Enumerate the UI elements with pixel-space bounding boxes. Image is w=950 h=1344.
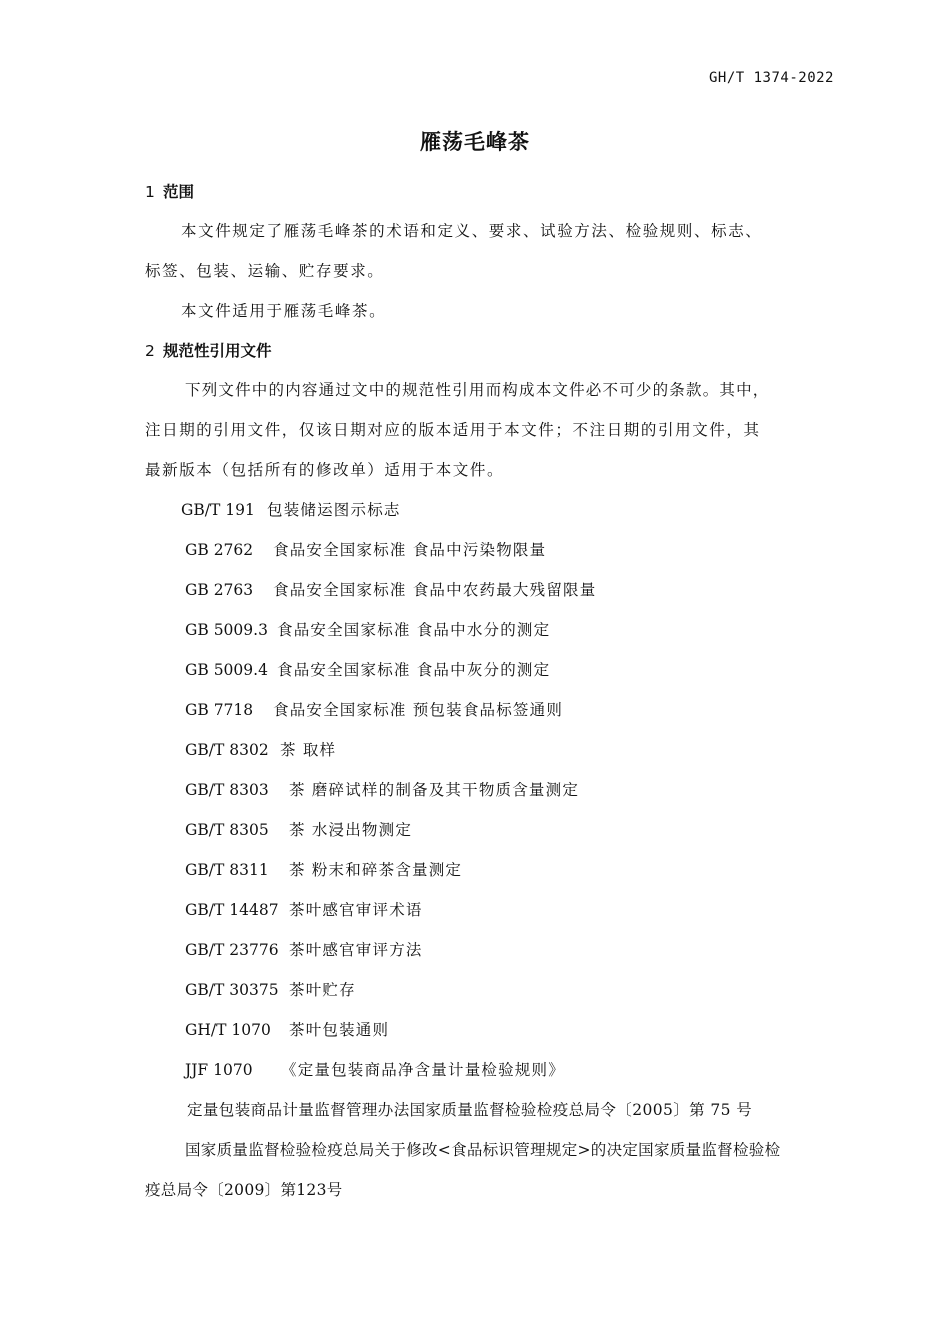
section-number: 1	[145, 183, 155, 201]
reference-code: GB 2763	[185, 581, 254, 599]
reference-item	[185, 580, 596, 600]
reference-item	[185, 1060, 565, 1080]
paragraph-line: 标签、包装、运输、贮存要求。	[145, 262, 385, 280]
reference-title: 茶 磨碎试样的制备及其干物质含量测定	[289, 781, 580, 799]
section-title: 规范性引用文件	[163, 342, 272, 360]
reference-code: GB/T 8311	[185, 861, 269, 879]
reference-item	[185, 620, 550, 640]
reference-title: 食品安全国家标准 食品中农药最大残留限量	[273, 581, 597, 599]
reference-code: GB/T 8305	[185, 821, 269, 839]
reference-item	[185, 980, 356, 1000]
reference-code: GB/T 30375	[185, 981, 279, 999]
reference-title: 食品安全国家标准 食品中污染物限量	[273, 541, 547, 559]
reference-title: 茶叶包装通则	[289, 1021, 390, 1039]
reference-item	[185, 940, 423, 960]
reference-code: GB/T 8303	[185, 781, 269, 799]
paragraph-line: 本文件适用于雁荡毛峰茶。	[181, 302, 387, 320]
standard-code: GH/T 1374-2022	[708, 70, 834, 86]
reference-title: 茶 粉末和碎茶含量测定	[289, 861, 463, 879]
reference-title: 包装储运图示标志	[267, 501, 401, 519]
reference-title: 食品安全国家标准 食品中灰分的测定	[277, 661, 551, 679]
reference-code: GB 2762	[185, 541, 254, 559]
reference-code: GB 5009.3	[185, 621, 268, 639]
reference-item	[185, 820, 412, 840]
reference-item	[181, 500, 401, 520]
reference-item	[185, 660, 550, 680]
reference-code: JJF 1070	[185, 1061, 253, 1079]
reference-item	[185, 780, 579, 800]
reference-item	[185, 900, 423, 920]
section-number: 2	[145, 342, 155, 360]
paragraph-line: 注日期的引用文件，仅该日期对应的版本适用于本文件；不注日期的引用文件，其	[145, 421, 761, 439]
regulation-item: 定量包装商品计量监督管理办法国家质量监督检验检疫总局令〔2005〕第 75 号	[187, 1101, 753, 1119]
reference-item	[185, 1020, 389, 1040]
section-title: 范围	[163, 183, 195, 201]
reference-item	[185, 700, 563, 720]
document-title: 雁荡毛峰茶	[420, 130, 530, 154]
reference-title: 食品安全国家标准 预包装食品标签通则	[273, 701, 564, 719]
reference-title: 茶叶感官审评方法	[289, 941, 423, 959]
section-1-heading	[145, 182, 194, 202]
paragraph-line: 本文件规定了雁荡毛峰茶的术语和定义、要求、试验方法、检验规则、标志、	[181, 222, 763, 240]
reference-title: 茶叶贮存	[289, 981, 356, 999]
reference-code: GB 5009.4	[185, 661, 268, 679]
reference-code: GB/T 191	[181, 501, 255, 519]
reference-item	[185, 540, 546, 560]
reference-title: 茶 取样	[280, 741, 337, 759]
reference-code: GH/T 1070	[185, 1021, 271, 1039]
reference-code: GB/T 23776	[185, 941, 279, 959]
section-2-heading	[145, 341, 272, 361]
regulation-item: 国家质量监督检验检疫总局关于修改<食品标识管理规定>的决定国家质量监督检验检	[185, 1141, 781, 1159]
reference-code: GB/T 8302	[185, 741, 269, 759]
reference-code: GB/T 14487	[185, 901, 279, 919]
paragraph-line: 最新版本（包括所有的修改单）适用于本文件。	[145, 461, 505, 479]
reference-title: 茶 水浸出物测定	[289, 821, 413, 839]
paragraph-line: 下列文件中的内容通过文中的规范性引用而构成本文件必不可少的条款。其中，	[185, 381, 770, 399]
reference-title: 茶叶感官审评术语	[289, 901, 423, 919]
reference-title: 《定量包装商品净含量计量检验规则》	[281, 1061, 565, 1079]
reference-item	[185, 860, 462, 880]
regulation-item-continued: 疫总局令〔2009〕第123号	[145, 1181, 343, 1199]
reference-item	[185, 740, 336, 760]
reference-title: 食品安全国家标准 食品中水分的测定	[277, 621, 551, 639]
reference-code: GB 7718	[185, 701, 254, 719]
